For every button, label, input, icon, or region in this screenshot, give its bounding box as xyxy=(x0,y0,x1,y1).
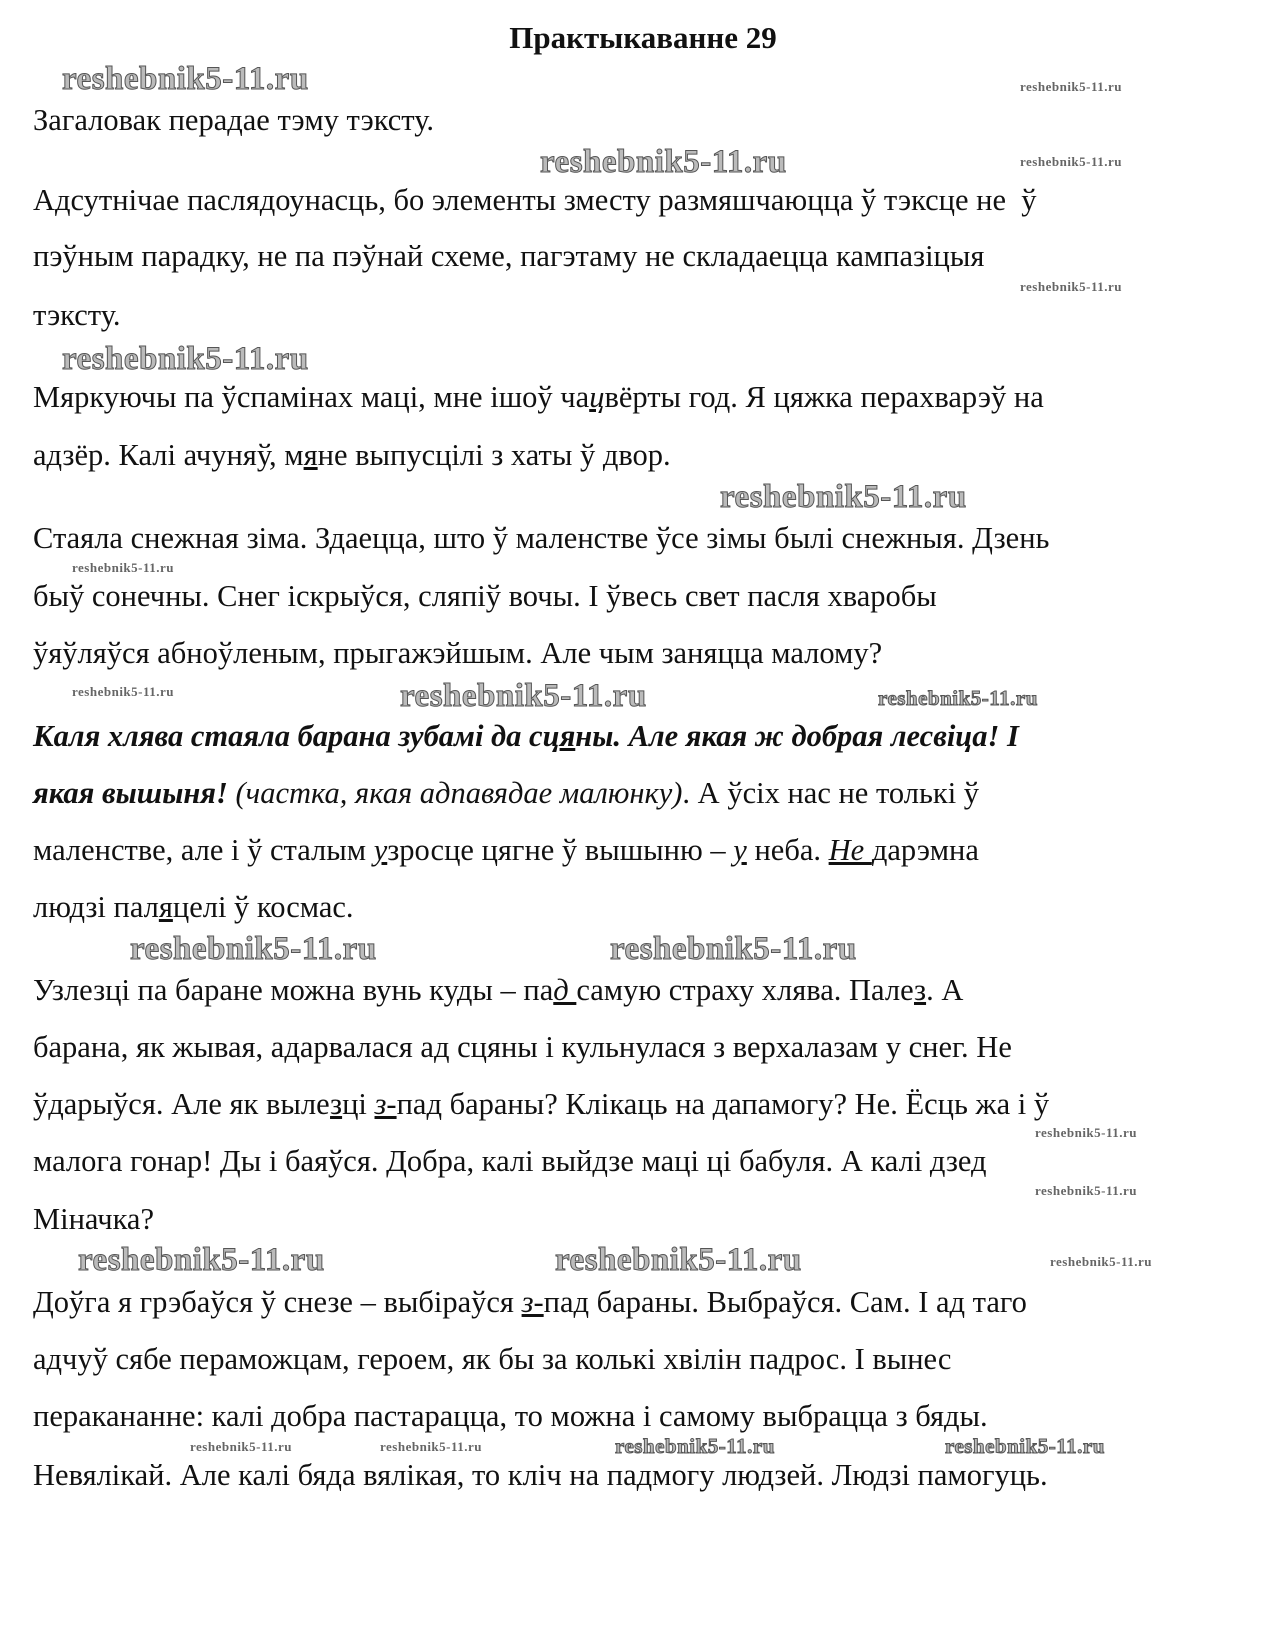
watermark: reshebnik5-11.ru xyxy=(1035,1125,1138,1140)
text-segment: Адсутнічае паслядоунасць, бо элементы зместу размяшчаюцца ў тэксце не ў xyxy=(33,183,1037,217)
text-line xyxy=(33,103,434,138)
watermark: reshebnik5-11.ru xyxy=(190,1439,293,1454)
text-segment: з xyxy=(330,1087,343,1121)
text-segment: самую страху хлява. Пале xyxy=(576,973,914,1007)
text-line xyxy=(33,1087,1049,1122)
text-segment: Невялікай. Але калі бяда вялікая, то кліч на падмогу людзей. Людзі памогуць. xyxy=(33,1458,1048,1492)
text-line xyxy=(33,890,354,925)
text-segment: быў сонечны. Снег іскрыўся, сляпіў вочы. І ўвесь свет пасля хваробы xyxy=(33,579,937,613)
text-segment: я xyxy=(158,890,173,924)
text-segment: д xyxy=(553,973,577,1007)
watermark: reshebnik5-11.ru xyxy=(130,931,377,967)
text-segment: Загаловак перадае тэму тэксту. xyxy=(33,103,435,137)
watermark: reshebnik5-11.ru xyxy=(72,560,175,575)
text-segment: неба. xyxy=(746,833,829,867)
text-line xyxy=(33,380,1044,415)
text-line xyxy=(33,183,1037,218)
text-segment: Доўга я грэбаўся ў снезе – выбіраўся xyxy=(33,1285,522,1319)
text-segment: дарэмна xyxy=(871,833,979,867)
text-segment: барана, як жывая, адарвалася ад сцяны і кульнулася з верхалазам у снег. Не xyxy=(33,1030,1012,1064)
text-line xyxy=(33,521,1049,556)
text-segment: з- xyxy=(374,1087,397,1121)
text-segment: Міначка? xyxy=(33,1202,155,1236)
text-line xyxy=(33,1458,1048,1493)
text-segment: Стаяла снежная зіма. Здаецца, што ў маленстве ўсе зімы былі снежныя. Дзень xyxy=(33,521,1050,555)
text-line xyxy=(33,1202,154,1237)
text-segment: ўдарыўся. Але як выле xyxy=(33,1087,331,1121)
text-segment: вёрты год. Я цяжка перахварэў на xyxy=(604,380,1044,414)
text-line xyxy=(33,1285,1027,1320)
text-segment: пад бараны? Клікаць на дапамогу? Не. Ёсць жа і ў xyxy=(396,1087,1050,1121)
watermark: reshebnik5-11.ru xyxy=(62,341,309,377)
text-segment: Не xyxy=(828,833,872,867)
text-line xyxy=(33,973,963,1008)
watermark: reshebnik5-11.ru xyxy=(380,1439,483,1454)
text-segment: я xyxy=(303,438,318,472)
text-segment: маленстве, але і ў сталым xyxy=(33,833,374,867)
text-line xyxy=(33,1342,951,1377)
text-segment: ці xyxy=(342,1087,375,1121)
text-line xyxy=(33,438,671,473)
text-segment: ны. Але якая ж добрая лесвіца! І xyxy=(575,719,1019,753)
text-segment: целі ў космас. xyxy=(172,890,354,924)
watermark: reshebnik5-11.ru xyxy=(62,61,309,97)
text-segment: адзёр. Калі ачуняў, м xyxy=(33,438,304,472)
text-segment: у xyxy=(373,833,388,867)
watermark: reshebnik5-11.ru xyxy=(540,144,787,180)
text-segment: малога гонар! Ды і баяўся. Добра, калі выйдзе маці ці бабуля. А калі дзед xyxy=(33,1144,987,1178)
text-segment: Узлезці па баране можна вунь куды – па xyxy=(33,973,554,1007)
watermark: reshebnik5-11.ru xyxy=(945,1434,1105,1458)
text-segment: . А xyxy=(926,973,964,1007)
text-segment: тэксту. xyxy=(33,298,121,332)
page-title: Практыкаванне 29 xyxy=(509,20,777,55)
watermark: reshebnik5-11.ru xyxy=(615,1434,775,1458)
text-segment: зросце цягне ў вышыню – xyxy=(387,833,734,867)
text-line xyxy=(33,776,979,811)
watermark: reshebnik5-11.ru xyxy=(720,479,967,515)
watermark: reshebnik5-11.ru xyxy=(1020,79,1123,94)
watermark: reshebnik5-11.ru xyxy=(78,1242,325,1278)
text-line xyxy=(33,1399,988,1434)
text-segment: з xyxy=(914,973,927,1007)
text-segment: пэўным парадку, не па пэўнай схеме, пагэтаму не складаецца кампазіцыя xyxy=(33,239,985,273)
text-segment: Мяркуючы па ўспамінах маці, мне ішоў ча xyxy=(33,380,590,414)
text-segment: з- xyxy=(521,1285,544,1319)
text-line xyxy=(33,833,979,868)
text-segment: у xyxy=(733,833,747,867)
text-segment: людзі пал xyxy=(33,890,159,924)
text-line xyxy=(33,1030,1012,1065)
text-line xyxy=(33,239,984,274)
watermark: reshebnik5-11.ru xyxy=(610,931,857,967)
watermark: reshebnik5-11.ru xyxy=(400,678,647,714)
watermark: reshebnik5-11.ru xyxy=(1035,1183,1138,1198)
text-segment: ц xyxy=(589,380,605,414)
text-segment: адчуў сябе пераможцам, героем, як бы за колькі хвілін падрос. І вынес xyxy=(33,1342,952,1376)
watermark: reshebnik5-11.ru xyxy=(1020,279,1123,294)
watermark: reshebnik5-11.ru xyxy=(1050,1254,1153,1269)
text-line xyxy=(33,579,937,614)
text-segment: пад бараны. Выбраўся. Сам. І ад таго xyxy=(543,1285,1027,1319)
text-segment: якая вышыня! xyxy=(33,776,228,810)
text-line xyxy=(33,298,121,333)
text-segment: Каля хлява стаяла барана зубамі да сц xyxy=(33,719,560,753)
text-line xyxy=(33,719,1019,754)
watermark: reshebnik5-11.ru xyxy=(878,686,1038,710)
text-line xyxy=(33,636,882,671)
text-segment: перакананне: калі добра пастарацца, то можна і самому выбрацца з бяды. xyxy=(33,1399,988,1433)
text-segment: ўяўляўся абноўленым, прыгажэйшым. Але чым заняцца малому? xyxy=(33,636,883,670)
text-segment: (частка, якая адпавядае малюнку) xyxy=(227,776,683,810)
text-line xyxy=(33,1144,987,1179)
watermark: reshebnik5-11.ru xyxy=(72,684,175,699)
text-segment: . А ўсіх нас не толькі ў xyxy=(682,776,980,810)
text-segment: не выпусцілі з хаты ў двор. xyxy=(317,438,671,472)
text-segment: я xyxy=(559,719,576,753)
watermark: reshebnik5-11.ru xyxy=(555,1242,802,1278)
watermark: reshebnik5-11.ru xyxy=(1020,154,1123,169)
